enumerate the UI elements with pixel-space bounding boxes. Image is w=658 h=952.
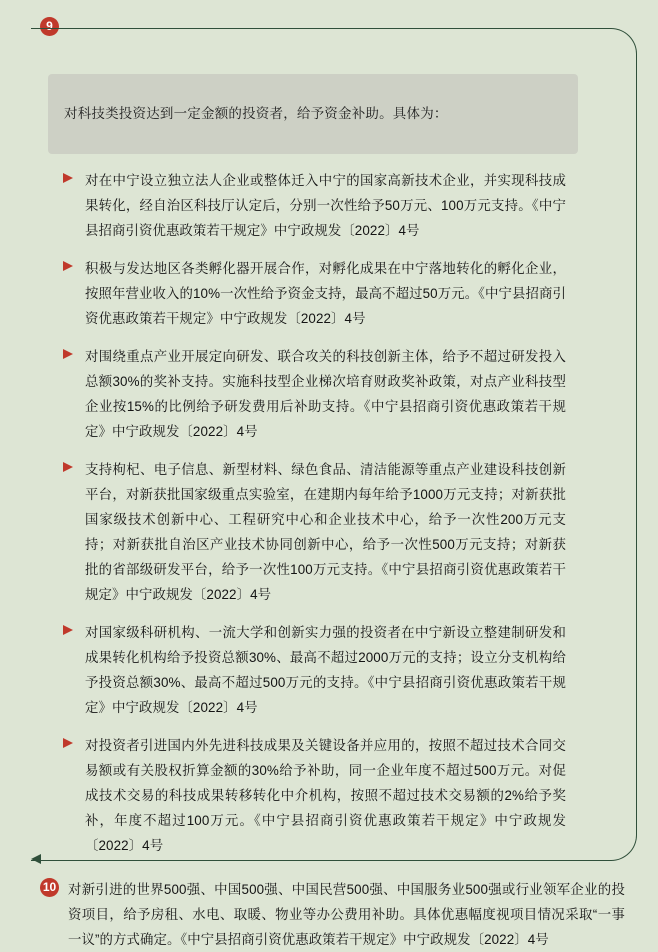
section-number-9: 9 xyxy=(40,17,59,36)
list-item-text: 对在中宁设立独立法人企业或整体迁入中宁的国家高新技术企业，并实现科技成果转化，经自治区科技厅认定后，分别一次性给予50万元、100万元支持。《中宁县招商引资优惠政策若干规定》中宁政规发〔2022〕4号 xyxy=(85,173,566,238)
list-item-text: 对投资者引进国内外先进科技成果及关键设备并应用的，按照不超过技术合同交易额或有关股权折算金额的30%给予补助，同一企业年度不超过500万元。对促成技术交易的科技成果转移转化中介机构，按照不超过技术交易额的2%给予奖补，年度不超过100万元。《中宁县招商引资优惠政策若干规定》中宁政规发〔2022〕4号 xyxy=(85,738,566,853)
intro-text: 对科技类投资达到一定金额的投资者，给予资金补助。具体为： xyxy=(64,106,448,121)
policy-item-list xyxy=(62,168,566,871)
list-item xyxy=(62,256,566,331)
list-item xyxy=(62,344,566,444)
triangle-bullet-icon xyxy=(62,461,76,473)
triangle-bullet-icon xyxy=(62,172,76,184)
section-10-text: 对新引进的世界500强、中国500强、中国民营500强、中国服务业500强或行业领军企业的投资项目，给予房租、水电、取暖、物业等办公费用补助。具体优惠幅度视项目情况采取“一事一议”的方式确定。《中宁县招商引资优惠政策若干规定》中宁政规发〔2022〕4号 xyxy=(68,882,625,947)
triangle-bullet-icon xyxy=(62,260,76,272)
list-item xyxy=(62,457,566,607)
list-item-text: 积极与发达地区各类孵化器开展合作，对孵化成果在中宁落地转化的孵化企业，按照年营业收入的10%一次性给予资金支持，最高不超过50万元。《中宁县招商引资优惠政策若干规定》中宁政规发〔2022〕4号 xyxy=(85,261,566,326)
list-item xyxy=(62,620,566,720)
list-item xyxy=(62,168,566,243)
triangle-bullet-icon xyxy=(62,737,76,749)
triangle-bullet-icon xyxy=(62,624,76,636)
intro-callout-box xyxy=(48,74,578,154)
list-item xyxy=(62,733,566,858)
list-item-text: 对围绕重点产业开展定向研发、联合攻关的科技创新主体，给予不超过研发投入总额30%的奖补支持。实施科技型企业梯次培育财政奖补政策，对点产业科技型企业按15%的比例给予研发费用后补助支持。《中宁县招商引资优惠政策若干规定》中宁政规发〔2022〕4号 xyxy=(85,349,566,439)
list-item-text: 对国家级科研机构、一流大学和创新实力强的投资者在中宁新设立整建制研发和成果转化机构给予投资总额30%、最高不超过2000万元的支持；设立分支机构给予投资总额30%、最高不超过500万元的支持。《中宁县招商引资优惠政策若干规定》中宁政规发〔2022〕4号 xyxy=(85,625,566,715)
triangle-bullet-icon xyxy=(62,348,76,360)
section-number-10: 10 xyxy=(40,878,59,897)
list-item-text: 支持枸杞、电子信息、新型材料、绿色食品、清洁能源等重点产业建设科技创新平台，对新获批国家级重点实验室，在建期内每年给予1000万元支持；对新获批国家级技术创新中心、工程研究中心和企业技术中心，给予一次性200万元支持；对新获批自治区产业技术协同创新中心，给予一次性500万元支持；对新获批的省部级研发平台，给予一次性100万元支持。《中宁县招商引资优惠政策若干规定》中宁政规发〔2022〕4号 xyxy=(85,462,566,602)
section-10 xyxy=(40,877,625,952)
bracket-arrow-icon xyxy=(31,854,41,864)
